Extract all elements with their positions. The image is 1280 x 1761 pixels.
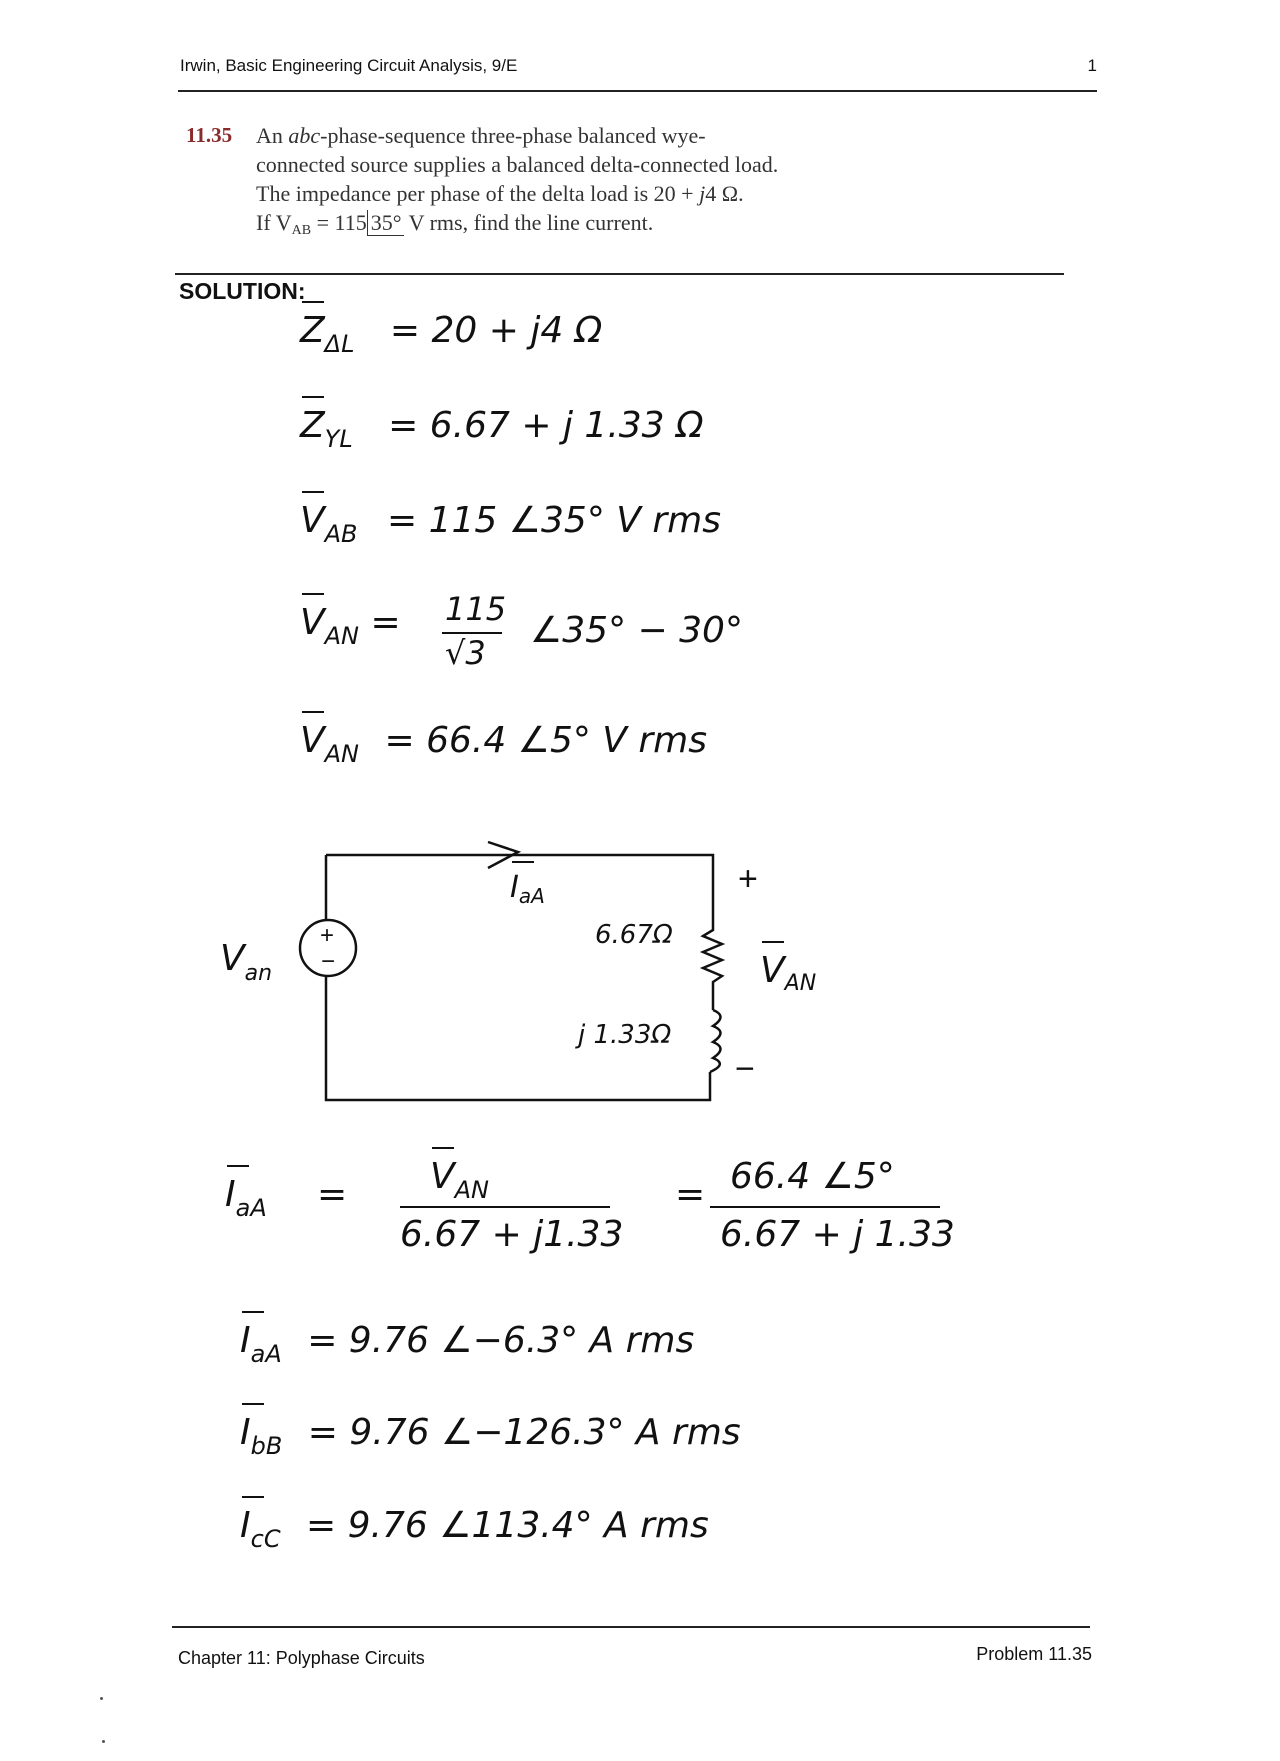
scan-speck	[102, 1740, 105, 1743]
inductor-symbol	[710, 1010, 721, 1072]
resistor-label: 6.67Ω	[595, 920, 673, 950]
i-aa-numerator-1-sub: AN	[454, 1176, 490, 1204]
v-an-2-symbol: V	[300, 720, 325, 761]
i-aa-numerator-1	[430, 1156, 489, 1204]
load-voltage-label	[760, 950, 816, 996]
load-voltage-sub: AN	[784, 971, 817, 996]
scan-speck	[100, 1697, 103, 1700]
v-ab-rhs: = 115 ∠35° V rms	[386, 500, 721, 541]
i-aa-numerator-1-symbol: V	[430, 1156, 455, 1197]
header-title: Irwin, Basic Engineering Circuit Analysis, 9/E	[180, 56, 518, 75]
current-label	[510, 870, 545, 908]
problem-line-1-italic: abc	[288, 123, 321, 148]
z-wye-symbol: Z	[300, 405, 325, 446]
equation-i-cc-result	[240, 1505, 709, 1553]
v-an-1-equals: =	[370, 602, 401, 643]
problem-line-2: connected source supplies a balanced delta-connected load.	[256, 152, 779, 177]
v-an-2-rhs: = 66.4 ∠5° V rms	[384, 720, 707, 761]
problem-line-3-italic: j	[699, 181, 706, 206]
v-ab-symbol: V	[300, 500, 325, 541]
equation-z-delta	[300, 310, 602, 358]
i-aa-numerator-2: 66.4 ∠5°	[730, 1156, 895, 1197]
i-aa-1-symbol: I	[225, 1174, 236, 1215]
page-number: 1	[1087, 56, 1097, 75]
footer-chapter: Chapter 11: Polyphase Circuits	[178, 1648, 425, 1668]
current-label-sub: aA	[518, 884, 545, 908]
i-aa-denominator-1: 6.67 + j1.33	[400, 1214, 624, 1255]
i-aa-denominator-2: 6.67 + j 1.33	[720, 1214, 955, 1255]
equation-i-aa-result	[240, 1320, 694, 1368]
problem-line-4-mid: = 115	[311, 210, 367, 235]
problem-line-1-post: -phase-sequence three-phase balanced wye-	[320, 123, 706, 148]
equation-v-an-fraction	[300, 590, 800, 700]
problem-line-4-pre: If V	[256, 210, 292, 235]
load-minus-sign: −	[735, 1050, 755, 1088]
z-delta-sub: ΔL	[324, 330, 355, 358]
i-bb-symbol: I	[240, 1412, 251, 1453]
i-cc-sub: cC	[250, 1525, 281, 1553]
equation-i-aa-fraction	[225, 1150, 985, 1270]
problem-line-4-post: V rms, find the line current.	[403, 210, 654, 235]
v-ab-sub: AB	[324, 520, 358, 548]
fraction-bar-2	[400, 1206, 610, 1208]
i-aa-1-lhs	[225, 1174, 267, 1222]
fraction-denominator-sqrt3: √3	[445, 634, 486, 672]
problem-line-3	[256, 179, 1016, 208]
z-wye-rhs: = 6.67 + j 1.33 Ω	[388, 405, 704, 446]
equation-i-bb-result	[240, 1412, 741, 1460]
i-aa-2-equals: =	[675, 1174, 706, 1215]
problem-line-3-post: 4 Ω.	[705, 181, 744, 206]
solution-label: SOLUTION:	[179, 278, 306, 304]
inductor-label: j 1.33Ω	[578, 1020, 672, 1050]
problem-line-1	[256, 121, 1016, 150]
i-aa-2-rhs: = 9.76 ∠−6.3° A rms	[307, 1320, 695, 1361]
i-aa-1-equals: =	[317, 1174, 348, 1215]
load-plus-sign: +	[738, 860, 758, 898]
problem-angle: 35°	[367, 210, 404, 236]
i-cc-rhs: = 9.76 ∠113.4° A rms	[306, 1505, 709, 1546]
v-an-1-symbol: V	[300, 602, 325, 643]
i-bb-rhs: = 9.76 ∠−126.3° A rms	[307, 1412, 741, 1453]
i-aa-2-symbol: I	[240, 1320, 251, 1361]
v-an-2-sub: AN	[324, 740, 360, 768]
v-an-1-lhs	[300, 602, 401, 650]
fraction-numerator-115: 115	[445, 590, 507, 628]
source-plus-sign: +	[320, 922, 335, 949]
v-an-1-sub: AN	[324, 622, 360, 650]
resistor-symbol	[703, 920, 722, 1010]
source-label	[220, 938, 272, 986]
i-cc-symbol: I	[240, 1505, 251, 1546]
circuit-diagram	[200, 830, 840, 1125]
problem-text	[256, 121, 1016, 245]
problem-line-3-pre: The impedance per phase of the delta load is 20 +	[256, 181, 700, 206]
source-minus-sign: −	[321, 948, 336, 975]
header-rule	[178, 90, 1097, 92]
source-label-symbol: V	[220, 938, 245, 979]
problem-line-4	[256, 208, 1016, 245]
i-bb-sub: bB	[250, 1432, 283, 1460]
i-aa-1-sub: aA	[235, 1194, 267, 1222]
load-voltage-symbol: V	[760, 950, 785, 991]
problem-line-4-sub: AB	[291, 223, 312, 238]
i-aa-2-sub: aA	[250, 1340, 282, 1368]
z-delta-symbol: Z	[300, 310, 325, 351]
footer-problem: Problem 11.35	[976, 1644, 1092, 1664]
equation-v-ab	[300, 500, 721, 548]
problem-number: 11.35	[186, 123, 233, 147]
footer-rule	[172, 1626, 1090, 1628]
equation-v-an-result	[300, 720, 707, 768]
fraction-bar-3	[710, 1206, 940, 1208]
solution-rule	[175, 273, 1064, 275]
source-label-sub: an	[244, 961, 273, 986]
current-label-symbol: I	[510, 870, 519, 905]
z-wye-sub: YL	[324, 425, 353, 453]
equation-z-wye	[300, 405, 704, 453]
v-an-1-angle: ∠35° − 30°	[530, 610, 743, 651]
problem-line-1-pre: An	[256, 123, 289, 148]
z-delta-rhs: = 20 + j4 Ω	[389, 310, 603, 351]
